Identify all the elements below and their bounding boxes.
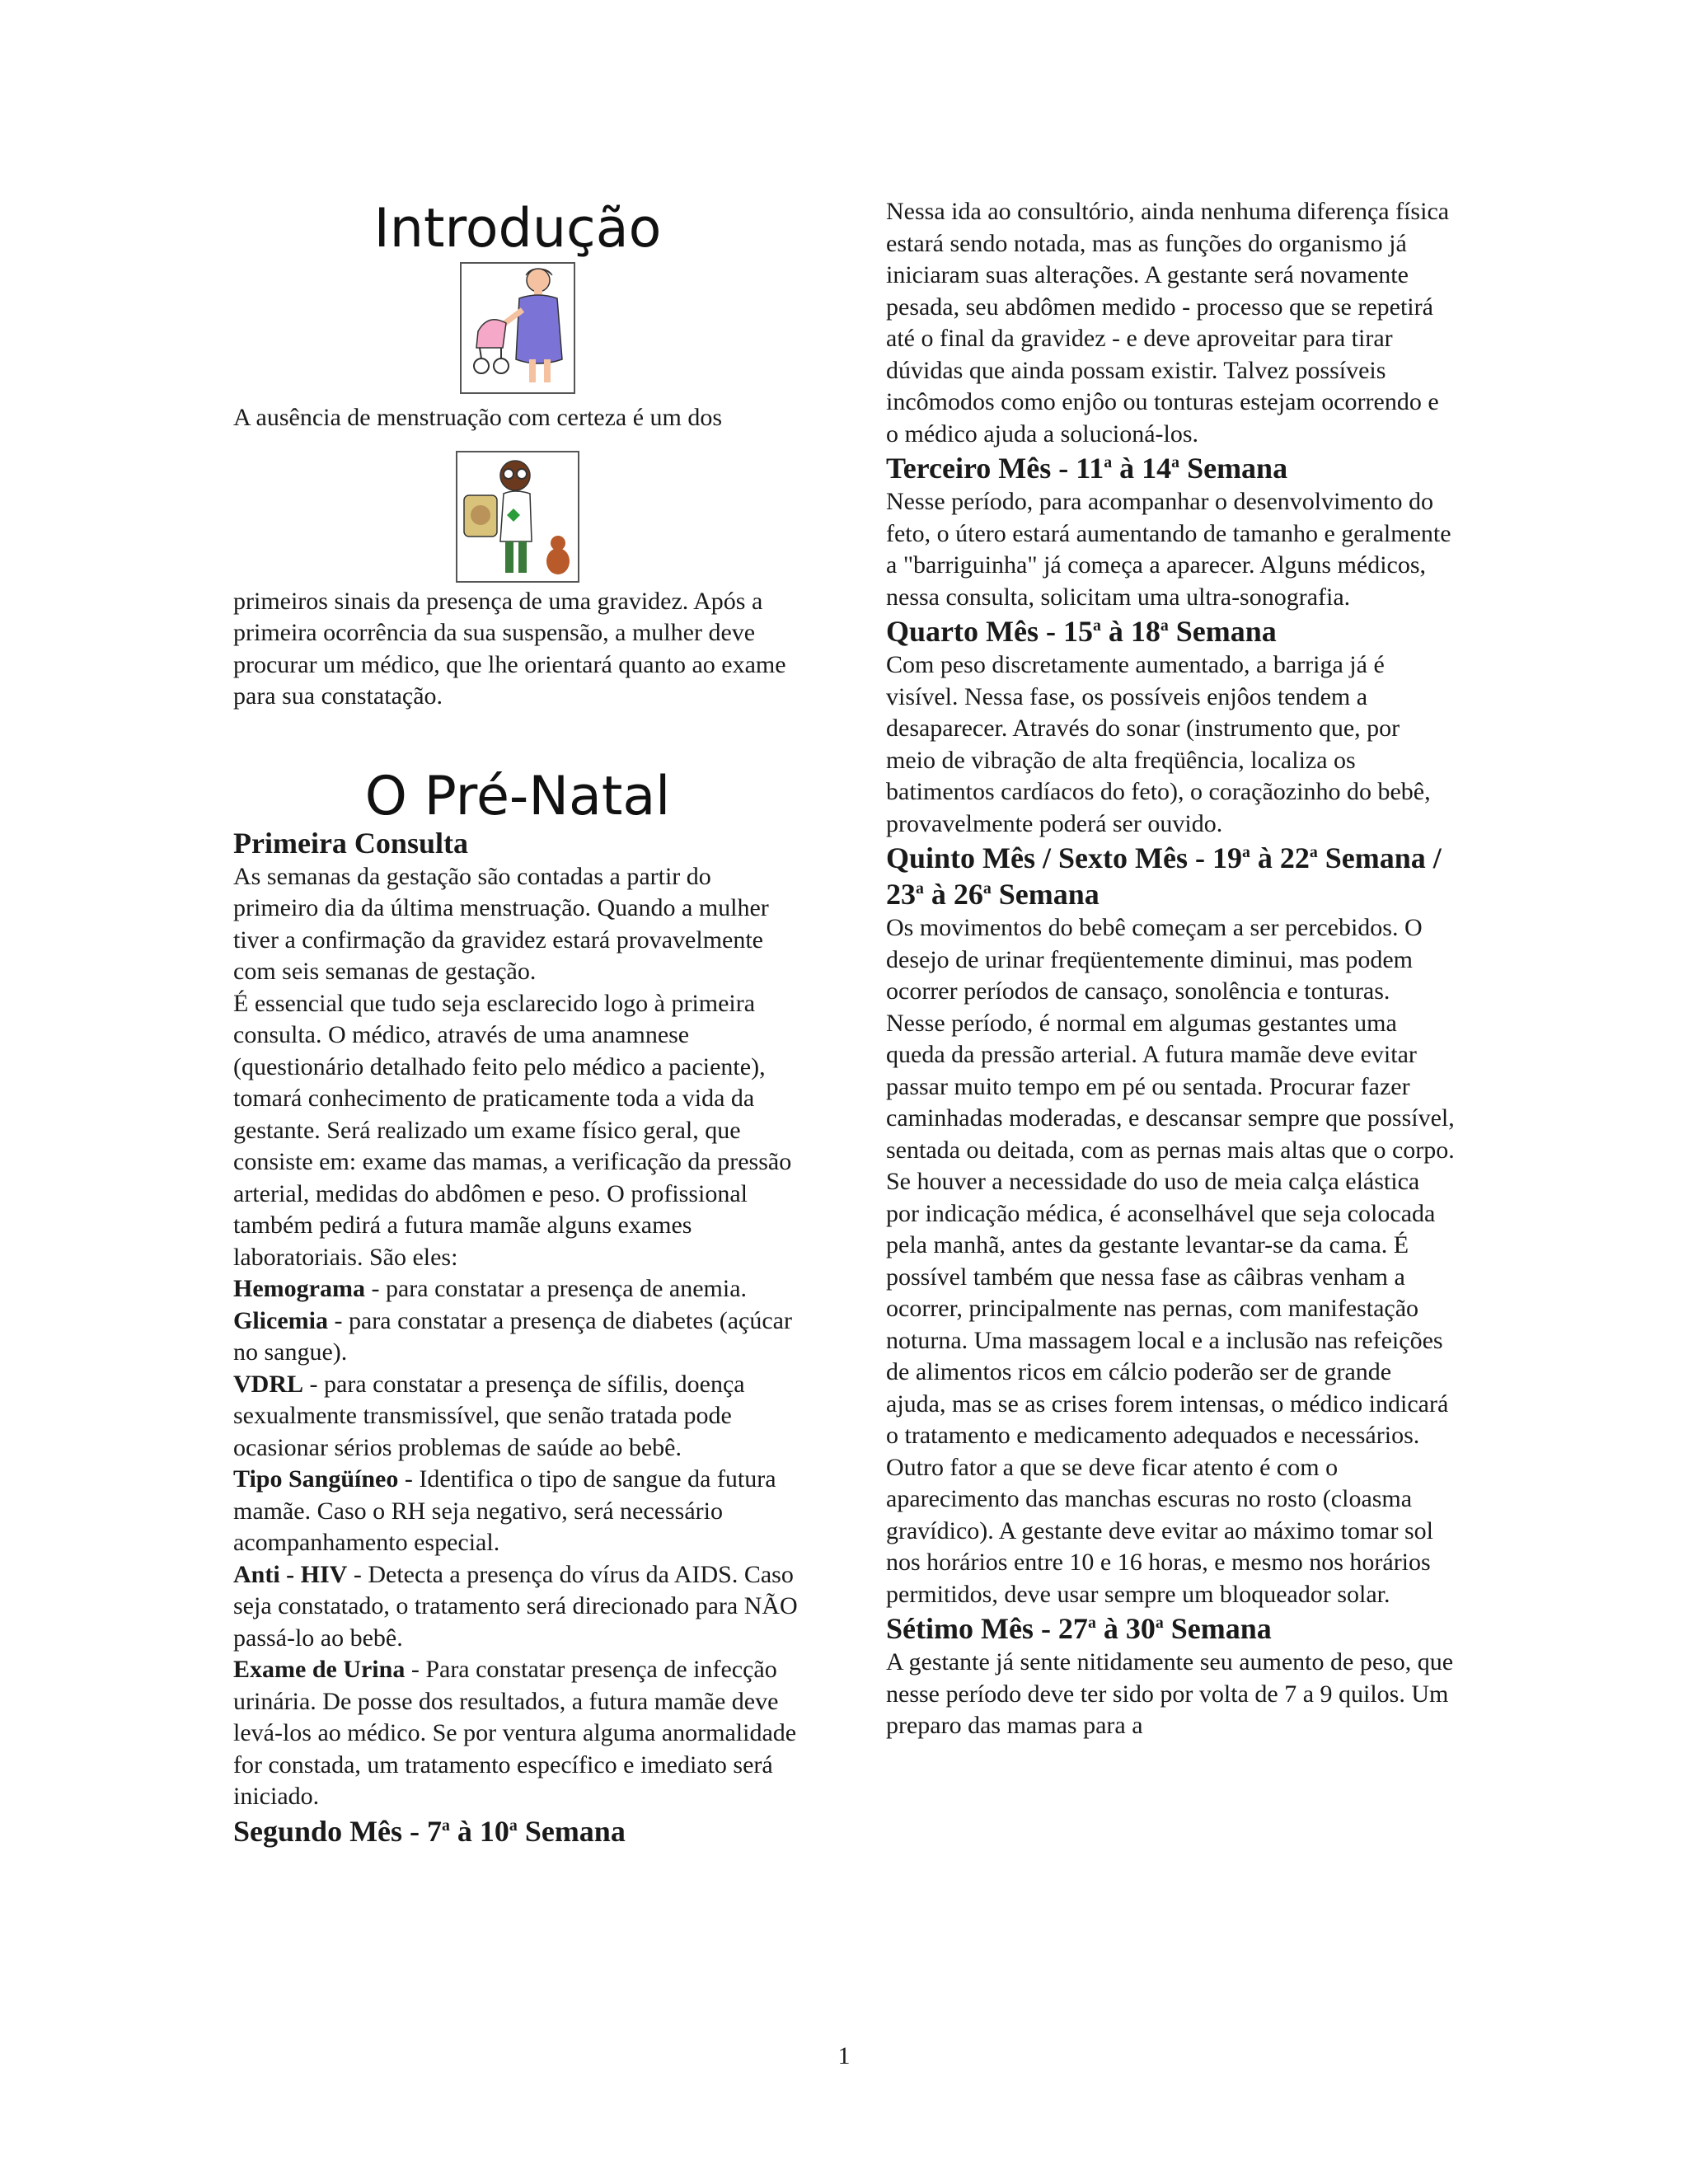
quinto-sexto-mes-heading: Quinto Mês / Sexto Mês - 19$^a$ à 22$^a$ Semana / 23$^a$ à 26$^a$ Semana	[886, 841, 1442, 911]
exam-description: - para constatar a presença de anemia.	[364, 1275, 748, 1302]
page-number: 1	[837, 2042, 851, 2069]
quinto-sexto-mes-paragraph: Os movimentos do bebê começam a ser percebidos. O desejo de urinar freqüentemente diminui, mas podem ocorrer períodos de cansaço, sonolência e tonturas. Nesse período, é normal em algumas gestantes uma queda da pressão arterial. A futura mamãe deve evitar passar muito tempo em pé ou sentada. Procurar fazer caminhadas moderadas, e descansar sempre que possível, sentada ou deitada, com as pernas mais altas que o corpo. Se houver a necessidade do uso de meia calça elástica por indicação médica, é aconselhável que seja colocada pela manhã, antes da gestante levantar-se da cama. É possível também que nessa fase as câibras venham a ocorrer, principalmente nas pernas, com manifestação noturna. Uma massagem local e a inclusão nas refeições de alimentos ricos em cálcio poderão ser de grande ajuda, mas se as crises forem intensas, o médico indicará o tratamento e medicamento adequados e necessários. Outro fator a que se deve ficar atento é com o aparecimento das manchas escuras no rosto (cloasma gravídico). A gestante deve evitar ao máximo tomar sol nos horários entre 10 e 16 horas, e mesmo nos horários permitidos, deve usar sempre um bloqueador solar.	[886, 914, 1455, 1608]
exam-name: Exame de Urina	[233, 1656, 406, 1683]
intro-title: Introdução	[373, 198, 662, 260]
intro-paragraph-2: primeiros sinais da presença de uma gravidez. Após a primeira ocorrência da sua suspensão, a mulher deve procurar um médico, que lhe orientará quanto ao exame para sua constatação.	[233, 587, 786, 710]
exam-name: Tipo Sangüíneo	[233, 1465, 399, 1493]
exam-item	[233, 1464, 802, 1559]
right-column	[886, 196, 1455, 1742]
exam-item	[233, 1305, 802, 1369]
setimo-mes-paragraph: A gestante já sente nitidamente seu aumento de peso, que nesse período deve ter sido por volta de 7 a 9 quilos. Um preparo das mamas para a	[886, 1648, 1454, 1739]
exam-item	[233, 1559, 802, 1655]
intro-paragraph-1: A ausência de menstruação com certeza é um dos	[233, 404, 723, 431]
left-column	[233, 196, 802, 1849]
exam-description: - Detecta a presença do vírus da AIDS. Caso seja constatado, o tratamento será direcionado para NÃO passá-lo ao bebê.	[233, 1560, 798, 1652]
exam-description: - Para constatar presença de infecção urinária. De posse dos resultados, a futura mamãe deve levá-los ao médico. Se por ventura alguma anormalidade for constada, um tratamento específico e imediato será iniciado.	[233, 1656, 797, 1810]
quarto-mes-heading: Quarto Mês - 15$^a$ à 18$^a$ Semana	[886, 615, 1277, 648]
exam-description: - para constatar a presença de sífilis, doença sexualmente transmissível, que senão tratada pode ocasionar sérios problemas de saúde ao bebê.	[233, 1370, 745, 1461]
terceiro-mes-heading: Terceiro Mês - 11$^a$ à 14$^a$ Semana	[886, 452, 1288, 485]
primeira-consulta-paragraph-1: As semanas da gestação são contadas a partir do primeiro dia da última menstruação. Quando a mulher tiver a confirmação da gravidez estará provavelmente com seis semanas de gestação.	[233, 862, 769, 985]
exam-item	[233, 1369, 802, 1465]
exam-description: - para constatar a presença de diabetes (açúcar no sangue).	[233, 1306, 792, 1366]
exam-name: Anti - HIV	[233, 1560, 348, 1588]
exam-name: Glicemia	[233, 1306, 328, 1334]
segundo-mes-heading: Segundo Mês - 7$^a$ à 10$^a$ Semana	[233, 1814, 626, 1848]
primeira-consulta-paragraph-2: É essencial que tudo seja esclarecido logo à primeira consulta. O médico, através de uma anamnese (questionário detalhado feito pelo médico a paciente), tomará conhecimento de praticamente toda a vida da gestante. Será realizado um exame físico geral, que consiste em: exame das mamas, a verificação da pressão arterial, medidas do abdômen e peso. O profissional também pedirá a futura mamãe alguns exames laboratoriais. São eles:	[233, 989, 792, 1271]
terceiro-mes-paragraph: Nesse período, para acompanhar o desenvolvimento do feto, o útero estará aumentando de tamanho e geralmente a "barriguinha" já começa a aparecer. Alguns médicos, nessa consulta, solicitam uma ultra-sonografia.	[886, 488, 1451, 611]
prenatal-title: O Pré-Natal	[364, 765, 671, 827]
exam-item	[233, 1273, 802, 1305]
primeira-consulta-heading: Primeira Consulta	[233, 826, 468, 860]
exam-description: - Identifica o tipo de sangue da futura mamãe. Caso o RH seja negativo, será necessário acompanhamento especial.	[233, 1465, 776, 1556]
setimo-mes-heading: Sétimo Mês - 27$^a$ à 30$^a$ Semana	[886, 1612, 1272, 1645]
mother-with-stroller-illustration	[460, 262, 575, 394]
exam-item	[233, 1654, 802, 1813]
segundo-mes-paragraph: Nessa ida ao consultório, ainda nenhuma diferença física estará sendo notada, mas as funções do organismo já iniciaram suas alterações. A gestante será novamente pesada, seu abdômen medido - processo que se repetirá até o final da gravidez - e deve aproveitar para tirar dúvidas que ainda possam existir. Talvez possíveis incômodos como enjôo ou tonturas estejam ocorrendo e o médico ajuda a solucioná-los.	[886, 198, 1450, 448]
exam-name: Hemograma	[233, 1275, 365, 1302]
exam-name: VDRL	[233, 1370, 304, 1398]
doctor-with-ultrasound-illustration	[456, 451, 579, 583]
quarto-mes-paragraph: Com peso discretamente aumentado, a barriga já é visível. Nessa fase, os possíveis enjôos tendem a desaparecer. Através do sonar (instrumento que, por meio de vibração de alta freqüência, localiza os batimentos cardíacos do feto), o coraçãozinho do bebê, provavelmente poderá ser ouvido.	[886, 651, 1431, 837]
